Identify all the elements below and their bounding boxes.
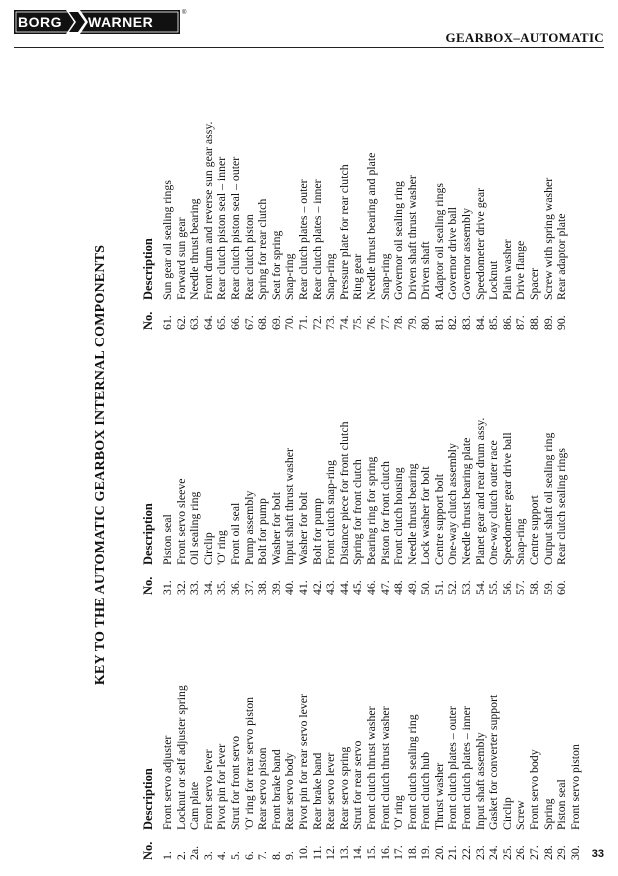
- item-description: Strut for rear servo: [350, 740, 365, 830]
- item-description: Spring: [540, 798, 555, 830]
- item-description: Front clutch hub: [418, 752, 433, 830]
- item-number: 88.: [527, 315, 542, 330]
- item-description: Snap-ring: [377, 253, 392, 300]
- components-key-table: [93, 70, 593, 860]
- table-row: [514, 333, 528, 595]
- item-number: 78.: [391, 315, 406, 330]
- item-description: Ring gear: [350, 253, 365, 300]
- item-number: 9.: [282, 851, 297, 860]
- table-row: [351, 333, 365, 595]
- item-number: 3.: [200, 851, 215, 860]
- table-row: [528, 598, 542, 860]
- item-number: 80.: [418, 315, 433, 330]
- table-row: [311, 333, 325, 595]
- item-number: 40.: [282, 580, 297, 595]
- item-number: 53.: [459, 580, 474, 595]
- item-description: Circlip: [499, 797, 514, 830]
- item-number: 32.: [173, 580, 188, 595]
- item-number: 1.: [160, 851, 174, 860]
- table-row: [379, 333, 393, 595]
- table-row: [297, 598, 311, 860]
- item-description: Output shaft oil sealing ring: [540, 432, 555, 565]
- item-description: Washer for bolt: [295, 491, 310, 565]
- table-row: [419, 40, 433, 330]
- table-row: [229, 40, 243, 330]
- table-row: [161, 598, 175, 860]
- item-number: 54.: [472, 580, 487, 595]
- item-description: Front servo lever: [200, 749, 215, 830]
- item-number: 50.: [418, 580, 433, 595]
- item-description: Oil sealing ring: [187, 491, 202, 565]
- item-number: 18.: [404, 845, 419, 860]
- item-description: Rear brake band: [309, 752, 324, 830]
- table-row: [324, 40, 338, 330]
- item-number: 10.: [295, 845, 310, 860]
- item-number: 64.: [200, 315, 215, 330]
- item-description: Rear servo piston: [255, 747, 270, 830]
- item-number: 21.: [445, 845, 460, 860]
- item-description: Front clutch housing: [391, 467, 406, 565]
- item-description: Piston seal: [160, 514, 174, 565]
- item-description: Centre support: [527, 495, 542, 565]
- table-row: [338, 333, 352, 595]
- item-number: 74.: [336, 315, 351, 330]
- table-row: [229, 333, 243, 595]
- table-row: [365, 40, 379, 330]
- item-description: Rear clutch plates – inner: [309, 179, 324, 300]
- item-number: 42.: [309, 580, 324, 595]
- table-row: [351, 40, 365, 330]
- rows: [161, 40, 569, 330]
- item-number: 25.: [499, 845, 514, 860]
- item-number: 11.: [309, 845, 324, 860]
- table-row: [514, 40, 528, 330]
- table-row: [215, 333, 229, 595]
- item-number: 90.: [554, 315, 569, 330]
- item-number: 59.: [540, 580, 555, 595]
- item-description: Speedometer gear drive ball: [499, 432, 514, 565]
- description-header: Description: [141, 503, 155, 565]
- item-description: Bolt for pump: [255, 498, 270, 565]
- item-number: 49.: [404, 580, 419, 595]
- table-row: [379, 598, 393, 860]
- table-row: [324, 333, 338, 595]
- item-description: Needle thrust bearing and plate: [363, 152, 378, 300]
- table-row: [514, 598, 528, 860]
- table-row: [338, 40, 352, 330]
- table-row: [542, 598, 556, 860]
- item-description: Spring for rear clutch: [255, 198, 270, 300]
- item-description: Front clutch snap-ring: [323, 460, 338, 565]
- item-description: Screw: [513, 800, 528, 830]
- item-description: Front clutch plates – outer: [445, 706, 460, 830]
- table-row: [487, 40, 501, 330]
- item-description: Governor drive ball: [445, 206, 460, 300]
- table-row: [406, 598, 420, 860]
- table-row: [283, 598, 297, 860]
- item-description: Thrust washer: [431, 762, 446, 830]
- item-number: 33.: [187, 580, 202, 595]
- item-number: 79.: [404, 315, 419, 330]
- item-number: 17.: [391, 845, 406, 860]
- item-description: Centre support bolt: [431, 473, 446, 565]
- item-description: Snap-ring: [323, 253, 338, 300]
- column-3: [141, 40, 569, 330]
- table-row: [460, 40, 474, 330]
- item-description: Distance piece for front clutch: [336, 421, 351, 565]
- description-header: Description: [141, 238, 155, 300]
- item-number: 47.: [377, 580, 392, 595]
- table-row: [392, 598, 406, 860]
- item-description: Piston seal: [554, 779, 569, 830]
- item-number: 89.: [540, 315, 555, 330]
- column-header: [141, 598, 161, 860]
- item-description: Locknut: [486, 260, 501, 300]
- table-row: [460, 333, 474, 595]
- table-row: [379, 40, 393, 330]
- table-row: [487, 598, 501, 860]
- item-number: 7.: [255, 851, 270, 860]
- registered-mark: ®: [182, 10, 187, 16]
- table-row: [202, 333, 216, 595]
- table-row: [188, 598, 202, 860]
- table-row: [419, 598, 433, 860]
- item-description: Rear clutch piston seal – inner: [214, 156, 229, 300]
- item-number: 5.: [227, 851, 242, 860]
- item-number: 83.: [459, 315, 474, 330]
- item-description: Piston for front clutch: [377, 461, 392, 565]
- table-row: [487, 333, 501, 595]
- table-row: [311, 598, 325, 860]
- item-description: Needle thrust bearing plate: [459, 437, 474, 565]
- table-row: [297, 333, 311, 595]
- item-description: Rear adaptor plate: [554, 213, 569, 300]
- item-description: Bearing ring for spring: [363, 456, 378, 565]
- item-number: 24.: [486, 845, 501, 860]
- item-number: 72.: [309, 315, 324, 330]
- table-row: [243, 598, 257, 860]
- table-row: [406, 333, 420, 595]
- item-description: Front clutch sealing ring: [404, 714, 419, 830]
- item-number: 63.: [187, 315, 202, 330]
- no-header: No.: [141, 311, 155, 330]
- item-description: Driven shaft thrust washer: [404, 175, 419, 300]
- table-row: [161, 333, 175, 595]
- table-row: [433, 598, 447, 860]
- item-description: Locknut or self adjuster spring: [173, 685, 188, 830]
- item-number: 13.: [336, 845, 351, 860]
- item-description: Adaptor oil sealing rings: [431, 183, 446, 300]
- item-description: Governor oil sealing ring: [391, 181, 406, 300]
- item-description: Spring for front clutch: [350, 459, 365, 565]
- item-number: 20.: [431, 845, 446, 860]
- item-description: Circlip: [200, 532, 215, 565]
- column-1: [141, 598, 582, 860]
- logo-text-right: WARNER: [88, 14, 154, 30]
- item-description: One-way clutch assembly: [445, 443, 460, 565]
- item-number: 14.: [350, 845, 365, 860]
- item-number: 85.: [486, 315, 501, 330]
- item-number: 69.: [268, 315, 283, 330]
- table-row: [161, 40, 175, 330]
- item-description: Spacer: [527, 267, 542, 300]
- table-row: [243, 333, 257, 595]
- table-row: [311, 40, 325, 330]
- table-row: [542, 40, 556, 330]
- table-row: [215, 40, 229, 330]
- item-description: Pivot pin for rear servo lever: [295, 694, 310, 830]
- borg-warner-logo: [14, 8, 187, 36]
- item-description: Pump assembly: [241, 490, 256, 565]
- table-title: KEY TO THE AUTOMATIC GEARBOX INTERNAL COMPONENTS: [93, 244, 108, 686]
- item-description: Front servo piston: [567, 744, 582, 830]
- table-row: [474, 333, 488, 595]
- item-number: 70.: [282, 315, 297, 330]
- item-description: 'O' ring: [214, 530, 229, 565]
- table-row: [555, 40, 569, 330]
- item-description: Rear servo spring: [336, 746, 351, 830]
- item-number: 66.: [227, 315, 242, 330]
- item-number: 34.: [200, 580, 215, 595]
- table-row: [297, 40, 311, 330]
- table-row: [202, 40, 216, 330]
- rows: [161, 333, 569, 595]
- item-number: 86.: [499, 315, 514, 330]
- item-description: Bolt for pump: [309, 498, 324, 565]
- item-number: 48.: [391, 580, 406, 595]
- table-row: [256, 40, 270, 330]
- item-description: Lock washer for bolt: [418, 466, 433, 565]
- item-description: Front servo sleeve: [173, 478, 188, 565]
- table-row: [433, 333, 447, 595]
- item-description: Plain washer: [499, 239, 514, 300]
- table-row: [175, 40, 189, 330]
- item-number: 65.: [214, 315, 229, 330]
- item-number: 75.: [350, 315, 365, 330]
- column-header: [141, 40, 161, 330]
- item-number: 36.: [227, 580, 242, 595]
- table-row: [433, 40, 447, 330]
- item-description: Front clutch thrust washer: [377, 706, 392, 830]
- table-row: [446, 598, 460, 860]
- item-description: 'O' ring: [391, 795, 406, 830]
- item-number: 51.: [431, 580, 446, 595]
- item-number: 2a.: [187, 845, 202, 860]
- item-description: Driven shaft: [418, 241, 433, 300]
- table-row: [229, 598, 243, 860]
- item-description: Input shaft thrust washer: [282, 448, 297, 565]
- item-number: 22.: [459, 845, 474, 860]
- item-description: Governor assembly: [459, 207, 474, 300]
- item-number: 4.: [214, 851, 229, 860]
- item-description: Sun gear oil sealing rings: [160, 180, 174, 300]
- table-row: [419, 333, 433, 595]
- item-number: 61.: [160, 315, 174, 330]
- table-row: [406, 40, 420, 330]
- item-number: 23.: [472, 845, 487, 860]
- table-row: [270, 40, 284, 330]
- item-number: 71.: [295, 315, 310, 330]
- item-description: Strut for front servo: [227, 735, 242, 830]
- item-description: Input shaft assembly: [472, 732, 487, 830]
- item-number: 52.: [445, 580, 460, 595]
- item-description: Pivot pin for lever: [214, 743, 229, 830]
- page-number: 33: [591, 848, 604, 860]
- table-row: [283, 40, 297, 330]
- item-description: 'O' ring for rear servo piston: [241, 697, 256, 830]
- item-description: Screw with spring washer: [540, 177, 555, 300]
- item-description: Drive flange: [513, 240, 528, 300]
- item-description: Rear clutch plates – outer: [295, 179, 310, 300]
- item-description: Rear clutch piston seal – outer: [227, 156, 242, 300]
- table-row: [365, 598, 379, 860]
- table-row: [256, 333, 270, 595]
- item-number: 45.: [350, 580, 365, 595]
- item-description: Rear servo lever: [323, 752, 338, 830]
- description-header: Description: [141, 768, 155, 830]
- table-row: [202, 598, 216, 860]
- table-row: [215, 598, 229, 860]
- item-number: 56.: [499, 580, 514, 595]
- item-description: Front servo adjuster: [160, 735, 174, 830]
- item-number: 19.: [418, 845, 433, 860]
- item-number: 8.: [268, 851, 283, 860]
- item-description: One-way clutch outer race: [486, 440, 501, 565]
- item-number: 76.: [363, 315, 378, 330]
- item-description: Rear servo body: [282, 752, 297, 830]
- column-header: [141, 333, 161, 595]
- item-number: 16.: [377, 845, 392, 860]
- table-row: [542, 333, 556, 595]
- item-description: Front oil seal: [227, 502, 242, 565]
- column-2: [141, 333, 569, 595]
- item-description: Seat for spring: [268, 230, 283, 300]
- item-description: Forward sun gear: [173, 217, 188, 300]
- item-number: 31.: [160, 580, 174, 595]
- logo-text-left: BORG: [18, 14, 62, 30]
- table-row: [283, 333, 297, 595]
- item-number: 39.: [268, 580, 283, 595]
- item-description: Front clutch plates – inner: [459, 706, 474, 830]
- item-description: Planet gear and rear drum assy.: [472, 417, 487, 565]
- table-row: [501, 598, 515, 860]
- item-description: Rear clutch sealing rings: [554, 448, 569, 565]
- item-number: 67.: [241, 315, 256, 330]
- item-description: Cam plate: [187, 781, 202, 830]
- item-number: 27.: [527, 845, 542, 860]
- table-row: [243, 40, 257, 330]
- item-number: 46.: [363, 580, 378, 595]
- item-number: 60.: [554, 580, 569, 595]
- item-number: 84.: [472, 315, 487, 330]
- table-row: [324, 598, 338, 860]
- table-row: [460, 598, 474, 860]
- item-number: 55.: [486, 580, 501, 595]
- table-row: [528, 333, 542, 595]
- item-number: 62.: [173, 315, 188, 330]
- item-description: Front drum and reverse sun gear assy.: [200, 121, 215, 300]
- item-number: 87.: [513, 315, 528, 330]
- item-number: 38.: [255, 580, 270, 595]
- table-row: [392, 333, 406, 595]
- item-number: 68.: [255, 315, 270, 330]
- no-header: No.: [141, 576, 155, 595]
- item-description: Front brake band: [268, 749, 283, 830]
- item-number: 30.: [567, 845, 582, 860]
- item-number: 26.: [513, 845, 528, 860]
- item-number: 15.: [363, 845, 378, 860]
- item-number: 29.: [554, 845, 569, 860]
- no-header: No.: [141, 841, 155, 860]
- item-number: 81.: [431, 315, 446, 330]
- item-number: 35.: [214, 580, 229, 595]
- table-row: [351, 598, 365, 860]
- item-description: Pressure plate for rear clutch: [336, 164, 351, 300]
- table-row: [188, 333, 202, 595]
- table-row: [528, 40, 542, 330]
- item-number: 41.: [295, 580, 310, 595]
- table-row: [338, 598, 352, 860]
- table-row: [188, 40, 202, 330]
- item-number: 28.: [540, 845, 555, 860]
- item-number: 6.: [241, 851, 256, 860]
- item-number: 12.: [323, 845, 338, 860]
- table-row: [175, 333, 189, 595]
- table-row: [270, 598, 284, 860]
- item-description: Speedometer drive gear: [472, 187, 487, 300]
- table-row: [256, 598, 270, 860]
- table-row: [555, 598, 569, 860]
- item-description: Needle thrust bearing: [404, 463, 419, 565]
- item-description: Rear clutch piston: [241, 214, 256, 300]
- item-description: Washer for bolt: [268, 491, 283, 565]
- item-number: 44.: [336, 580, 351, 595]
- item-number: 73.: [323, 315, 338, 330]
- table-row: [501, 40, 515, 330]
- table-row: [446, 40, 460, 330]
- table-row: [392, 40, 406, 330]
- item-description: Snap-ring: [282, 253, 297, 300]
- table-row: [365, 333, 379, 595]
- item-description: Front clutch thrust washer: [363, 706, 378, 830]
- item-number: 43.: [323, 580, 338, 595]
- table-row: [474, 40, 488, 330]
- section-title: GEARBOX–AUTOMATIC: [445, 30, 604, 45]
- item-description: Needle thrust bearing: [187, 198, 202, 300]
- item-description: Gasket for converter support: [486, 694, 501, 830]
- table-row: [569, 598, 583, 860]
- table-row: [270, 333, 284, 595]
- item-number: 2.: [173, 851, 188, 860]
- item-number: 37.: [241, 580, 256, 595]
- table-row: [474, 598, 488, 860]
- table-row: [501, 333, 515, 595]
- table-row: [555, 333, 569, 595]
- table-row: [175, 598, 189, 860]
- rows: [161, 598, 582, 860]
- table-row: [446, 333, 460, 595]
- item-number: 77.: [377, 315, 392, 330]
- item-number: 57.: [513, 580, 528, 595]
- item-number: 58.: [527, 580, 542, 595]
- item-description: Front servo body: [527, 749, 542, 830]
- item-description: Snap-ring: [513, 518, 528, 565]
- item-number: 82.: [445, 315, 460, 330]
